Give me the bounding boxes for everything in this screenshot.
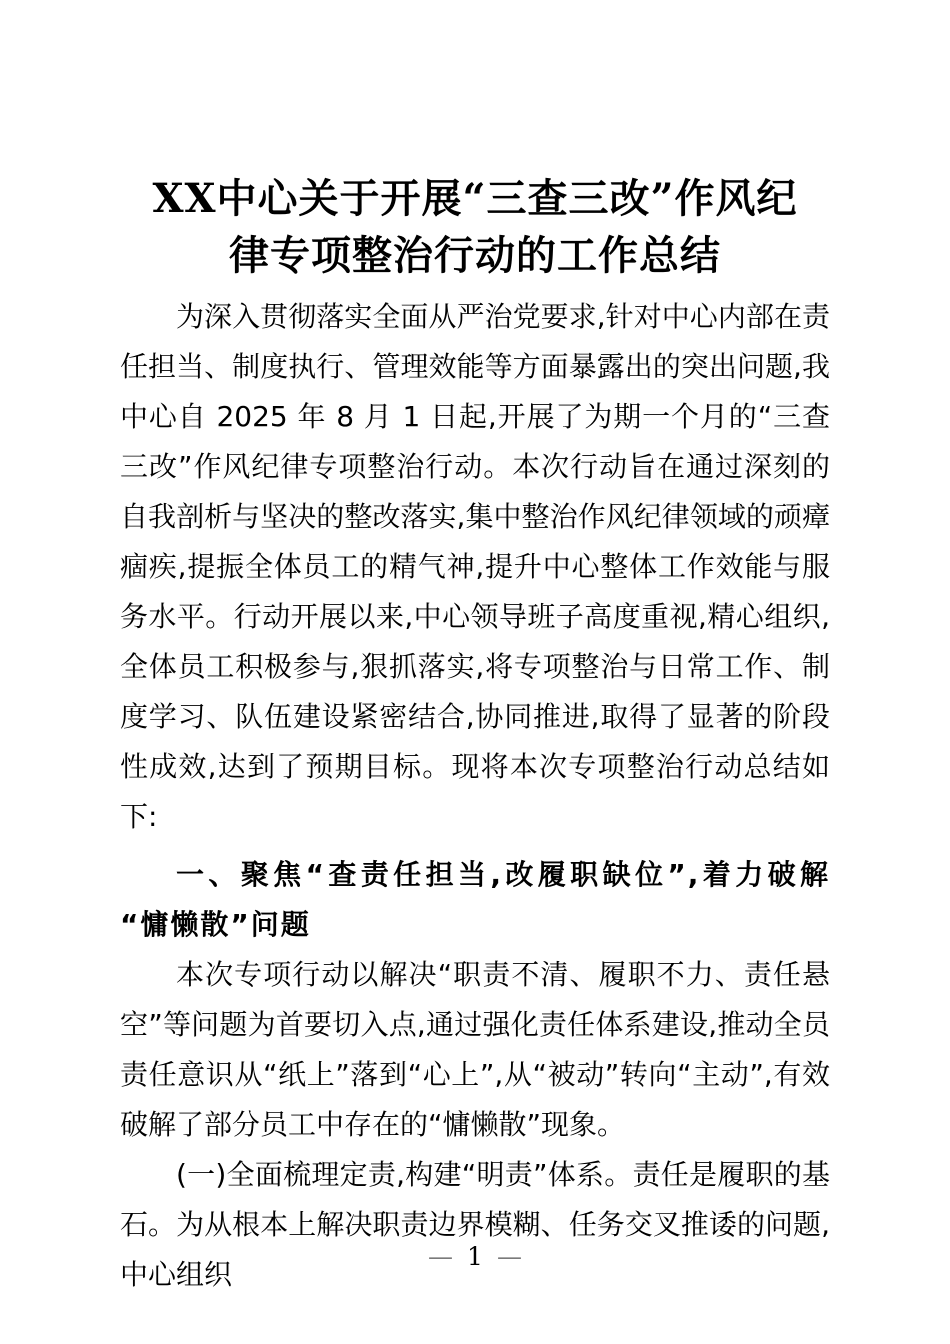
document-title-line-1: XX中心关于开展“三查三改”作风纪 bbox=[152, 175, 798, 222]
paragraph-subsection1: (一)全面梳理定责,构建“明责”体系。责任是履职的基石。为从根本上解决职责边界模糊、任务交叉推诿的问题,中心组织 bbox=[120, 1158, 830, 1291]
footer-right-dash: — bbox=[496, 1242, 522, 1271]
footer-left-dash: — bbox=[428, 1242, 454, 1271]
section-heading-1: 一、聚焦“查责任担当,改履职缺位”,着力破解“慵懒散”问题 bbox=[120, 858, 830, 941]
paragraph-intro: 为深入贯彻落实全面从严治党要求,针对中心内部在责任担当、制度执行、管理效能等方面暴露出的突出问题,我中心自 2025 年 8 月 1 日起,开展了为期一个月的“三查三改”作风纪律专项整治行动。本次行动旨在通过深刻的自我剖析与坚决的整改落实,集中整治作风纪律领域的顽瘴痼疾,提振全体员工的精气神,提升中心整体工作效能与服务水平。行动开展以来,中心领导班子高度重视,精心组织,全体员工积极参与,狠抓落实,将专项整治与日常工作、制度学习、队伍建设紧密结合,协同推进,取得了显著的阶段性成效,达到了预期目标。现将本次专项整治行动总结如下: bbox=[120, 300, 830, 833]
page-number: 1 bbox=[467, 1242, 483, 1271]
document-title bbox=[120, 170, 830, 284]
page-footer bbox=[0, 1242, 950, 1272]
paragraph-section1-overview: 本次专项行动以解决“职责不清、履职不力、责任悬空”等问题为首要切入点,通过强化责任体系建设,推动全员责任意识从“纸上”落到“心上”,从“被动”转向“主动”,有效破解了部分员工中存在的“慵懒散”现象。 bbox=[120, 958, 830, 1141]
document-content bbox=[120, 170, 830, 1300]
document-title-line-2: 律专项整治行动的工作总结 bbox=[229, 232, 721, 279]
